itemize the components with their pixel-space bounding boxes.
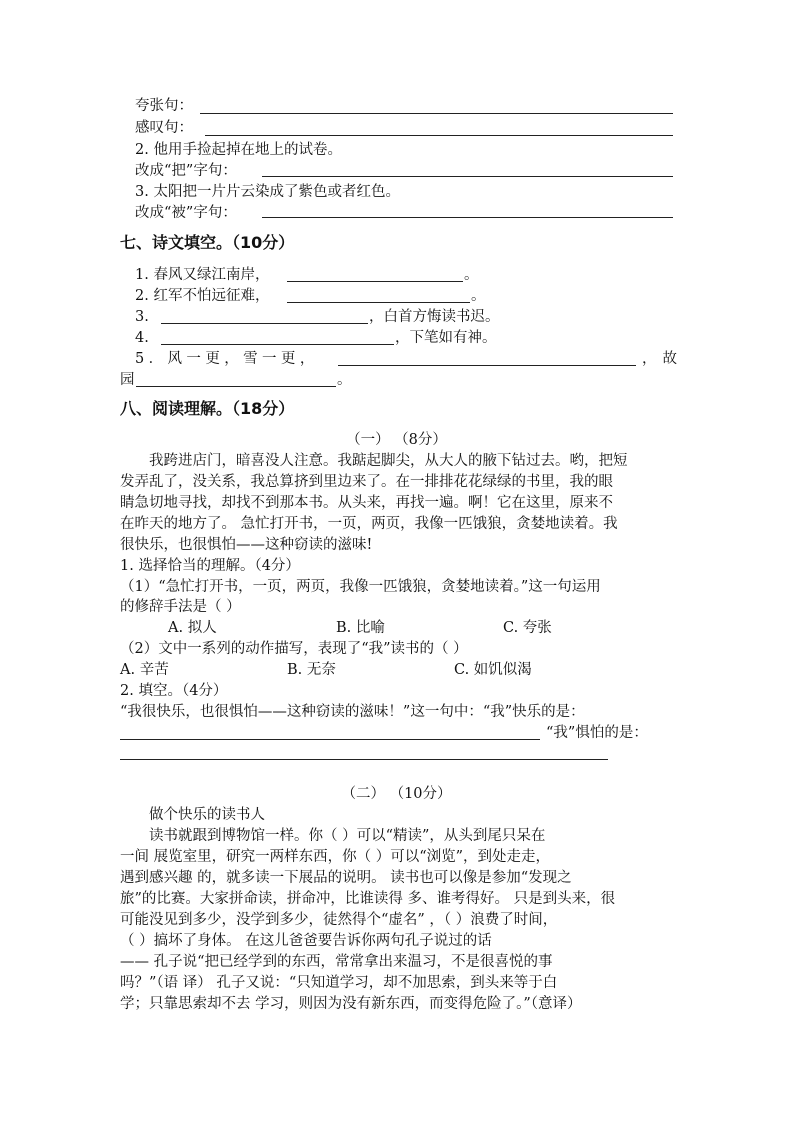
q1-2-text: （2）文中一系列的动作描写，表现了“我”读书的（ ） [120, 641, 468, 657]
passage1-line: 我跨进店门，暗喜没人注意。我踮起脚尖，从大人的腋下钻过去。哟，把短 [149, 453, 628, 469]
poem-line-1-suffix: 。 [464, 267, 479, 283]
q1-2-option-c[interactable]: C. 如饥似渴 [454, 662, 532, 678]
poem-line-4-suffix: ，下笔如有神。 [395, 330, 497, 346]
poem-line-5-cont: 园 [120, 372, 135, 388]
exclamation-label: 感叹句： [135, 120, 193, 136]
poem-blank-5b[interactable] [136, 386, 336, 387]
ba-answer-line[interactable] [262, 176, 673, 177]
passage2-line: 吗？”（语 译） 孔子又说：“只知道学习，却不加思索，到头来等于白 [120, 975, 558, 991]
q1-2-option-b[interactable]: B. 无奈 [287, 662, 336, 678]
q2-heading: 2. 填空。（4分） [120, 683, 228, 699]
passage2-line: 一间 展览室里，研究一两样东西，你（ ）可以“浏览”，到处走走， [120, 849, 551, 865]
q2-ba-label: 改成“把”字句： [135, 163, 237, 179]
passage2-line: （ ）搞坏了身体。 在这儿爸爸要告诉你两句孔子说过的话 [120, 933, 492, 949]
q1-1-option-b[interactable]: B. 比喻 [336, 620, 385, 636]
passage1-line: 发弄乱了，没关系，我总算挤到里边来了。在一排排花花绿绿的书里，我的眼 [120, 474, 613, 490]
q2-fear-answer-line[interactable] [120, 759, 608, 760]
passage1-line: 睛急切地寻找，却找不到那本书。从头来，再找一遍。啊！它在这里，原来不 [120, 495, 613, 511]
poem-line-4-num: 4. [135, 330, 149, 346]
poem-blank-5[interactable] [338, 365, 636, 366]
section8-heading: 八、阅读理解。（18分） [120, 399, 295, 418]
poem-blank-2[interactable] [287, 302, 470, 303]
q1-2-option-a[interactable]: A. 辛苦 [120, 662, 169, 678]
q2-text: “我很快乐，也很惧怕——这种窃读的滋味！”这一句中：“我”快乐的是： [120, 704, 585, 720]
poem-line-5-end: 。 [337, 372, 352, 388]
q2-sentence: 2. 他用手捡起掉在地上的试卷。 [135, 142, 342, 158]
exaggeration-answer-line[interactable] [200, 113, 673, 114]
passage2-line: 学；只靠思索却不去 学习，则因为没有新东西，而变得危险了。”（意译） [120, 996, 582, 1012]
reading-part1-title: （一） （8分） [346, 432, 447, 448]
poem-line-2-prefix: 2. 红军不怕远征难， [135, 288, 270, 304]
q3-bei-label: 改成“被”字句： [135, 205, 237, 221]
exaggeration-label: 夸张句： [135, 98, 193, 114]
reading-part2-title: （二） （10分） [341, 786, 452, 802]
q1-heading: 1. 选择恰当的理解。（4分） [120, 558, 300, 574]
passage1-line: 很快乐，也很惧怕——这种窃读的滋味! [120, 537, 373, 553]
passage2-line: 遇到感兴趣 的，就多读一下展品的说明。 读书也可以像是参加“发现之 [120, 870, 572, 886]
q2-fear-label: “我”惧怕的是： [546, 725, 648, 741]
poem-line-3-num: 3. [135, 309, 149, 325]
q2-happy-answer-line[interactable] [120, 739, 540, 740]
section7-heading: 七、诗文填空。（10分） [120, 233, 295, 252]
passage2-line: 可能没见到多少，没学到多少，徒然得个“虚名” ，（ ）浪费了时间， [120, 912, 558, 928]
poem-line-3-suffix: ，白首方悔读书迟。 [369, 309, 500, 325]
passage2-title: 做个快乐的读书人 [149, 807, 265, 823]
q1-1-option-c[interactable]: C. 夸张 [503, 620, 552, 636]
q1-1-option-a[interactable]: A. 拟人 [168, 620, 217, 636]
poem-line-5-suffix: ，故 [642, 351, 683, 367]
passage2-line: 读书就跟到博物馆一样。你（ ）可以“精读”，从头到尾只呆在 [149, 828, 546, 844]
poem-blank-3[interactable] [161, 323, 368, 324]
q1-1-text: （1）“急忙打开书，一页，两页，我像一匹饿狼，贪婪地读着。”这一句运用 [120, 579, 601, 595]
poem-line-1-prefix: 1. 春风又绿江南岸， [135, 267, 270, 283]
q3-sentence: 3. 太阳把一片片云染成了紫色或者红色。 [135, 184, 400, 200]
poem-line-5-prefix: 5．风一更，雪一更， [135, 351, 319, 367]
passage1-line: 在昨天的地方了。 急忙打开书，一页，两页，我像一匹饿狼，贪婪地读着。我 [120, 516, 618, 532]
poem-blank-1[interactable] [287, 281, 463, 282]
exclamation-answer-line[interactable] [205, 135, 673, 136]
poem-line-2-suffix: 。 [471, 288, 486, 304]
passage2-line: —— 孔子说“把已经学到的东西，常常拿出来温习，不是很喜悦的事 [120, 954, 553, 970]
q1-1-text-cont: 的修辞手法是（ ） [120, 599, 241, 615]
bei-answer-line[interactable] [262, 217, 673, 218]
passage2-line: 旅”的比赛。大家拼命读，拼命冲，比谁读得 多、谁考得好。 只是到头来，很 [120, 891, 616, 907]
poem-blank-4[interactable] [161, 344, 394, 345]
